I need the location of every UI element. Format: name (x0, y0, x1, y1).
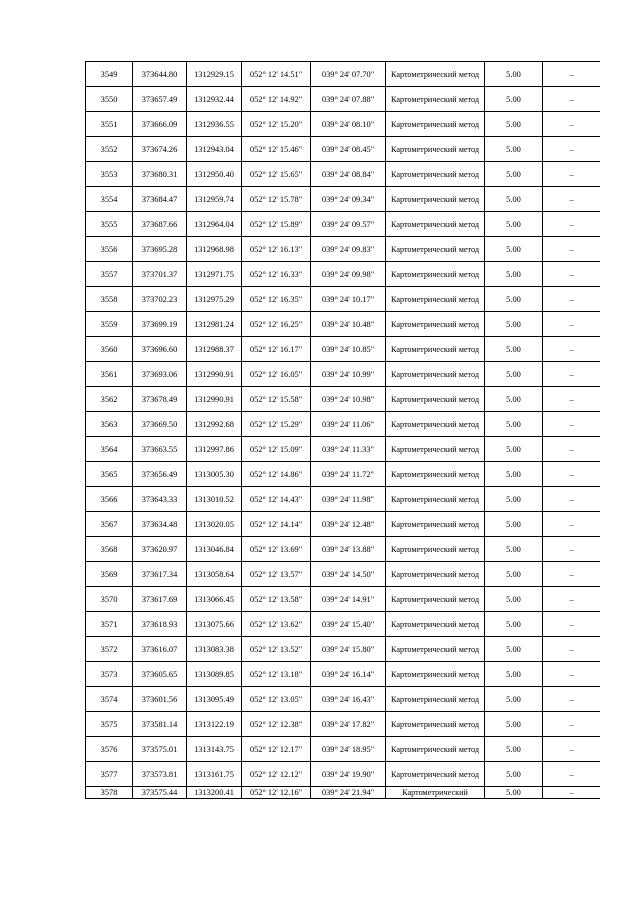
x-coordinate-cell: 373680.31 (133, 162, 187, 187)
point-number-cell: 3557 (86, 262, 133, 287)
method-cell: Картометрический метод (386, 62, 485, 87)
y-coordinate-cell: 1312929.15 (187, 62, 242, 87)
point-number-cell: 3573 (86, 662, 133, 687)
latitude-cell: 052° 12' 15.58" (242, 387, 311, 412)
x-coordinate-cell: 373674.26 (133, 137, 187, 162)
x-coordinate-cell: 373663.55 (133, 437, 187, 462)
y-coordinate-cell: 1313083.38 (187, 637, 242, 662)
latitude-cell: 052° 12' 12.16" (242, 787, 311, 799)
point-number-cell: 3553 (86, 162, 133, 187)
point-number-cell: 3574 (86, 687, 133, 712)
document-page (85, 61, 600, 842)
x-coordinate-cell: 373643.33 (133, 487, 187, 512)
accuracy-cell: 5.00 (485, 762, 543, 787)
description-cell: – (543, 262, 601, 287)
table-row (86, 737, 601, 762)
method-cell: Картометрический метод (386, 362, 485, 387)
point-number-cell: 3572 (86, 637, 133, 662)
y-coordinate-cell: 1313075.66 (187, 612, 242, 637)
x-coordinate-cell: 373678.49 (133, 387, 187, 412)
longitude-cell: 039° 24' 09.83" (311, 237, 386, 262)
accuracy-cell: 5.00 (485, 612, 543, 637)
table-row (86, 462, 601, 487)
latitude-cell: 052° 12' 15.29" (242, 412, 311, 437)
accuracy-cell: 5.00 (485, 662, 543, 687)
longitude-cell: 039° 24' 13.88" (311, 537, 386, 562)
latitude-cell: 052° 12' 16.25" (242, 312, 311, 337)
description-cell: – (543, 212, 601, 237)
method-cell: Картометрический (386, 787, 485, 799)
point-number-cell: 3558 (86, 287, 133, 312)
x-coordinate-cell: 373696.60 (133, 337, 187, 362)
y-coordinate-cell: 1313161.75 (187, 762, 242, 787)
table-row (86, 587, 601, 612)
description-cell: – (543, 187, 601, 212)
method-cell: Картометрический метод (386, 187, 485, 212)
point-number-cell: 3562 (86, 387, 133, 412)
table-row (86, 112, 601, 137)
x-coordinate-cell: 373699.19 (133, 312, 187, 337)
method-cell: Картометрический метод (386, 737, 485, 762)
y-coordinate-cell: 1312968.98 (187, 237, 242, 262)
point-number-cell: 3554 (86, 187, 133, 212)
longitude-cell: 039° 24' 08.84" (311, 162, 386, 187)
accuracy-cell: 5.00 (485, 637, 543, 662)
y-coordinate-cell: 1313089.85 (187, 662, 242, 687)
accuracy-cell: 5.00 (485, 787, 543, 799)
y-coordinate-cell: 1313122.19 (187, 712, 242, 737)
latitude-cell: 052° 12' 16.35" (242, 287, 311, 312)
method-cell: Картометрический метод (386, 562, 485, 587)
method-cell: Картометрический метод (386, 137, 485, 162)
description-cell: – (543, 62, 601, 87)
y-coordinate-cell: 1312981.24 (187, 312, 242, 337)
x-coordinate-cell: 373701.37 (133, 262, 187, 287)
table-row (86, 212, 601, 237)
latitude-cell: 052° 12' 13.05" (242, 687, 311, 712)
latitude-cell: 052° 12' 13.62" (242, 612, 311, 637)
latitude-cell: 052° 12' 12.12" (242, 762, 311, 787)
method-cell: Картометрический метод (386, 487, 485, 512)
method-cell: Картометрический метод (386, 512, 485, 537)
table-row (86, 787, 601, 799)
accuracy-cell: 5.00 (485, 487, 543, 512)
description-cell: – (543, 562, 601, 587)
latitude-cell: 052° 12' 15.89" (242, 212, 311, 237)
longitude-cell: 039° 24' 15.40" (311, 612, 386, 637)
accuracy-cell: 5.00 (485, 162, 543, 187)
method-cell: Картометрический метод (386, 462, 485, 487)
point-number-cell: 3564 (86, 437, 133, 462)
y-coordinate-cell: 1313058.64 (187, 562, 242, 587)
point-number-cell: 3555 (86, 212, 133, 237)
accuracy-cell: 5.00 (485, 62, 543, 87)
table-row (86, 287, 601, 312)
table-row (86, 237, 601, 262)
y-coordinate-cell: 1312990.91 (187, 362, 242, 387)
table-row (86, 712, 601, 737)
latitude-cell: 052° 12' 16.33" (242, 262, 311, 287)
point-number-cell: 3567 (86, 512, 133, 537)
y-coordinate-cell: 1313066.45 (187, 587, 242, 612)
description-cell: – (543, 487, 601, 512)
accuracy-cell: 5.00 (485, 362, 543, 387)
method-cell: Картометрический метод (386, 537, 485, 562)
longitude-cell: 039° 24' 08.10" (311, 112, 386, 137)
accuracy-cell: 5.00 (485, 412, 543, 437)
table-row (86, 87, 601, 112)
accuracy-cell: 5.00 (485, 512, 543, 537)
accuracy-cell: 5.00 (485, 387, 543, 412)
longitude-cell: 039° 24' 07.88" (311, 87, 386, 112)
table-row (86, 662, 601, 687)
description-cell: – (543, 587, 601, 612)
longitude-cell: 039° 24' 14.50" (311, 562, 386, 587)
accuracy-cell: 5.00 (485, 187, 543, 212)
y-coordinate-cell: 1313010.52 (187, 487, 242, 512)
latitude-cell: 052° 12' 14.51" (242, 62, 311, 87)
y-coordinate-cell: 1313020.05 (187, 512, 242, 537)
description-cell: – (543, 762, 601, 787)
method-cell: Картометрический метод (386, 412, 485, 437)
description-cell: – (543, 687, 601, 712)
method-cell: Картометрический метод (386, 312, 485, 337)
y-coordinate-cell: 1313046.84 (187, 537, 242, 562)
longitude-cell: 039° 24' 10.48" (311, 312, 386, 337)
method-cell: Картометрический метод (386, 612, 485, 637)
y-coordinate-cell: 1313143.75 (187, 737, 242, 762)
description-cell: – (543, 637, 601, 662)
description-cell: – (543, 237, 601, 262)
longitude-cell: 039° 24' 10.85" (311, 337, 386, 362)
table-row (86, 687, 601, 712)
description-cell: – (543, 362, 601, 387)
point-number-cell: 3575 (86, 712, 133, 737)
method-cell: Картометрический метод (386, 262, 485, 287)
point-number-cell: 3550 (86, 87, 133, 112)
x-coordinate-cell: 373617.69 (133, 587, 187, 612)
accuracy-cell: 5.00 (485, 287, 543, 312)
x-coordinate-cell: 373620.97 (133, 537, 187, 562)
longitude-cell: 039° 24' 11.72" (311, 462, 386, 487)
point-number-cell: 3563 (86, 412, 133, 437)
longitude-cell: 039° 24' 14.91" (311, 587, 386, 612)
accuracy-cell: 5.00 (485, 212, 543, 237)
x-coordinate-cell: 373575.44 (133, 787, 187, 799)
description-cell: – (543, 387, 601, 412)
latitude-cell: 052° 12' 13.18" (242, 662, 311, 687)
point-number-cell: 3569 (86, 562, 133, 587)
table-row (86, 387, 601, 412)
latitude-cell: 052° 12' 15.65" (242, 162, 311, 187)
table-row (86, 637, 601, 662)
latitude-cell: 052° 12' 15.46" (242, 137, 311, 162)
description-cell: – (543, 537, 601, 562)
latitude-cell: 052° 12' 13.52" (242, 637, 311, 662)
method-cell: Картометрический метод (386, 587, 485, 612)
description-cell: – (543, 737, 601, 762)
x-coordinate-cell: 373666.09 (133, 112, 187, 137)
accuracy-cell: 5.00 (485, 587, 543, 612)
point-number-cell: 3570 (86, 587, 133, 612)
latitude-cell: 052° 12' 13.58" (242, 587, 311, 612)
x-coordinate-cell: 373644.80 (133, 62, 187, 87)
x-coordinate-cell: 373702.23 (133, 287, 187, 312)
table-row (86, 312, 601, 337)
longitude-cell: 039° 24' 17.82" (311, 712, 386, 737)
x-coordinate-cell: 373575.01 (133, 737, 187, 762)
longitude-cell: 039° 24' 09.34" (311, 187, 386, 212)
x-coordinate-cell: 373605.65 (133, 662, 187, 687)
latitude-cell: 052° 12' 13.69" (242, 537, 311, 562)
accuracy-cell: 5.00 (485, 562, 543, 587)
method-cell: Картометрический метод (386, 762, 485, 787)
latitude-cell: 052° 12' 15.09" (242, 437, 311, 462)
method-cell: Картометрический метод (386, 237, 485, 262)
y-coordinate-cell: 1312988.37 (187, 337, 242, 362)
longitude-cell: 039° 24' 10.17" (311, 287, 386, 312)
table-body (86, 62, 601, 799)
y-coordinate-cell: 1313200.41 (187, 787, 242, 799)
longitude-cell: 039° 24' 21.94" (311, 787, 386, 799)
point-number-cell: 3578 (86, 787, 133, 799)
accuracy-cell: 5.00 (485, 687, 543, 712)
accuracy-cell: 5.00 (485, 137, 543, 162)
latitude-cell: 052° 12' 14.43" (242, 487, 311, 512)
y-coordinate-cell: 1312932.44 (187, 87, 242, 112)
description-cell: – (543, 712, 601, 737)
point-number-cell: 3576 (86, 737, 133, 762)
table-row (86, 162, 601, 187)
y-coordinate-cell: 1312990.91 (187, 387, 242, 412)
y-coordinate-cell: 1312964.04 (187, 212, 242, 237)
description-cell: – (543, 662, 601, 687)
table-row (86, 187, 601, 212)
description-cell: – (543, 112, 601, 137)
description-cell: – (543, 287, 601, 312)
accuracy-cell: 5.00 (485, 262, 543, 287)
x-coordinate-cell: 373634.48 (133, 512, 187, 537)
table-row (86, 612, 601, 637)
point-number-cell: 3549 (86, 62, 133, 87)
table-row (86, 437, 601, 462)
point-number-cell: 3566 (86, 487, 133, 512)
description-cell: – (543, 87, 601, 112)
method-cell: Картометрический метод (386, 437, 485, 462)
accuracy-cell: 5.00 (485, 462, 543, 487)
point-number-cell: 3551 (86, 112, 133, 137)
y-coordinate-cell: 1312971.75 (187, 262, 242, 287)
table-row (86, 562, 601, 587)
accuracy-cell: 5.00 (485, 437, 543, 462)
latitude-cell: 052° 12' 12.17" (242, 737, 311, 762)
longitude-cell: 039° 24' 09.57" (311, 212, 386, 237)
point-number-cell: 3568 (86, 537, 133, 562)
accuracy-cell: 5.00 (485, 337, 543, 362)
longitude-cell: 039° 24' 11.98" (311, 487, 386, 512)
y-coordinate-cell: 1313095.49 (187, 687, 242, 712)
point-number-cell: 3559 (86, 312, 133, 337)
y-coordinate-cell: 1313005.30 (187, 462, 242, 487)
x-coordinate-cell: 373687.66 (133, 212, 187, 237)
y-coordinate-cell: 1312975.29 (187, 287, 242, 312)
table-row (86, 62, 601, 87)
y-coordinate-cell: 1312936.55 (187, 112, 242, 137)
table-row (86, 412, 601, 437)
table-row (86, 337, 601, 362)
latitude-cell: 052° 12' 14.14" (242, 512, 311, 537)
latitude-cell: 052° 12' 14.86" (242, 462, 311, 487)
description-cell: – (543, 137, 601, 162)
y-coordinate-cell: 1312943.04 (187, 137, 242, 162)
accuracy-cell: 5.00 (485, 87, 543, 112)
accuracy-cell: 5.00 (485, 237, 543, 262)
longitude-cell: 039° 24' 16.43" (311, 687, 386, 712)
description-cell: – (543, 437, 601, 462)
table-row (86, 762, 601, 787)
x-coordinate-cell: 373669.50 (133, 412, 187, 437)
latitude-cell: 052° 12' 16.17" (242, 337, 311, 362)
description-cell: – (543, 612, 601, 637)
point-number-cell: 3561 (86, 362, 133, 387)
x-coordinate-cell: 373657.49 (133, 87, 187, 112)
table-row (86, 362, 601, 387)
latitude-cell: 052° 12' 16.05" (242, 362, 311, 387)
point-number-cell: 3571 (86, 612, 133, 637)
table-row (86, 537, 601, 562)
point-number-cell: 3556 (86, 237, 133, 262)
y-coordinate-cell: 1312997.86 (187, 437, 242, 462)
table-row (86, 137, 601, 162)
method-cell: Картометрический метод (386, 212, 485, 237)
method-cell: Картометрический метод (386, 687, 485, 712)
longitude-cell: 039° 24' 18.95" (311, 737, 386, 762)
table-row (86, 487, 601, 512)
x-coordinate-cell: 373693.06 (133, 362, 187, 387)
x-coordinate-cell: 373656.49 (133, 462, 187, 487)
accuracy-cell: 5.00 (485, 537, 543, 562)
description-cell: – (543, 312, 601, 337)
accuracy-cell: 5.00 (485, 112, 543, 137)
accuracy-cell: 5.00 (485, 712, 543, 737)
coordinates-table (85, 61, 600, 799)
longitude-cell: 039° 24' 10.98" (311, 387, 386, 412)
method-cell: Картометрический метод (386, 162, 485, 187)
x-coordinate-cell: 373573.81 (133, 762, 187, 787)
point-number-cell: 3560 (86, 337, 133, 362)
description-cell: – (543, 162, 601, 187)
method-cell: Картометрический метод (386, 387, 485, 412)
y-coordinate-cell: 1312950.40 (187, 162, 242, 187)
longitude-cell: 039° 24' 19.90" (311, 762, 386, 787)
point-number-cell: 3565 (86, 462, 133, 487)
method-cell: Картометрический метод (386, 712, 485, 737)
point-number-cell: 3577 (86, 762, 133, 787)
y-coordinate-cell: 1312959.74 (187, 187, 242, 212)
accuracy-cell: 5.00 (485, 312, 543, 337)
longitude-cell: 039° 24' 09.98" (311, 262, 386, 287)
x-coordinate-cell: 373601.56 (133, 687, 187, 712)
longitude-cell: 039° 24' 10.99" (311, 362, 386, 387)
description-cell: – (543, 512, 601, 537)
description-cell: – (543, 337, 601, 362)
x-coordinate-cell: 373581.14 (133, 712, 187, 737)
x-coordinate-cell: 373618.93 (133, 612, 187, 637)
method-cell: Картометрический метод (386, 662, 485, 687)
method-cell: Картометрический метод (386, 637, 485, 662)
latitude-cell: 052° 12' 14.92" (242, 87, 311, 112)
x-coordinate-cell: 373684.47 (133, 187, 187, 212)
method-cell: Картометрический метод (386, 287, 485, 312)
y-coordinate-cell: 1312992.68 (187, 412, 242, 437)
accuracy-cell: 5.00 (485, 737, 543, 762)
latitude-cell: 052° 12' 15.20" (242, 112, 311, 137)
longitude-cell: 039° 24' 07.70" (311, 62, 386, 87)
x-coordinate-cell: 373617.34 (133, 562, 187, 587)
latitude-cell: 052° 12' 16.13" (242, 237, 311, 262)
description-cell: – (543, 787, 601, 799)
point-number-cell: 3552 (86, 137, 133, 162)
x-coordinate-cell: 373616.07 (133, 637, 187, 662)
longitude-cell: 039° 24' 11.33" (311, 437, 386, 462)
method-cell: Картометрический метод (386, 112, 485, 137)
longitude-cell: 039° 24' 11.06" (311, 412, 386, 437)
table-row (86, 512, 601, 537)
method-cell: Картометрический метод (386, 337, 485, 362)
x-coordinate-cell: 373695.28 (133, 237, 187, 262)
longitude-cell: 039° 24' 12.48" (311, 512, 386, 537)
description-cell: – (543, 412, 601, 437)
longitude-cell: 039° 24' 08.45" (311, 137, 386, 162)
latitude-cell: 052° 12' 15.78" (242, 187, 311, 212)
table-row (86, 262, 601, 287)
longitude-cell: 039° 24' 16.14" (311, 662, 386, 687)
latitude-cell: 052° 12' 13.57" (242, 562, 311, 587)
description-cell: – (543, 462, 601, 487)
longitude-cell: 039° 24' 15.80" (311, 637, 386, 662)
latitude-cell: 052° 12' 12.38" (242, 712, 311, 737)
method-cell: Картометрический метод (386, 87, 485, 112)
